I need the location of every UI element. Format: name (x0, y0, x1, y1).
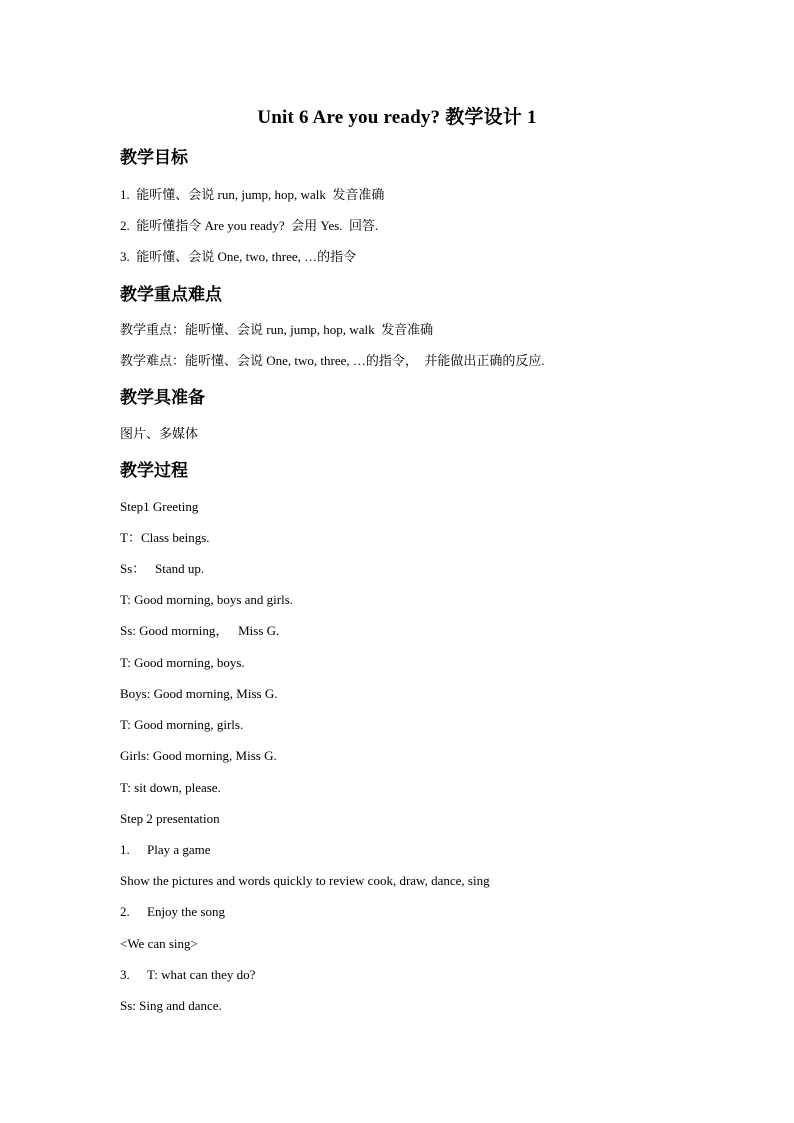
heading-process: 教学过程 (120, 461, 188, 481)
objective-item-3: 3. 能听懂、会说 One, two, three, …的指令 (120, 249, 357, 264)
process-line: Step1 Greeting (120, 499, 199, 514)
key-point-item-2: 教学难点：能听懂、会说 One, two, three, …的指令， 并能做出正确的反应. (120, 353, 545, 368)
process-line: T: Good morning, girls. (120, 717, 244, 732)
process-line: T: Good morning, boys and girls. (120, 592, 294, 607)
process-line: Step 2 presentation (120, 811, 220, 826)
heading-objectives: 教学目标 (120, 148, 188, 168)
process-line: Girls: Good morning, Miss G. (120, 748, 277, 763)
item-number: 1. (120, 842, 130, 857)
item-text: T: what can they do? (147, 967, 256, 982)
process-line: Ss: Sing and dance. (120, 998, 222, 1013)
heading-key-points: 教学重点难点 (120, 285, 222, 305)
process-line: Boys: Good morning, Miss G. (120, 686, 278, 701)
document-title: Unit 6 Are you ready? 教学设计 1 (257, 107, 537, 128)
process-line: <We can sing> (120, 936, 198, 951)
process-line: Show the pictures and words quickly to review cook, draw, dance, sing (120, 873, 490, 888)
item-text: Enjoy the song (147, 904, 225, 919)
process-line: Ss： Stand up. (120, 561, 205, 576)
numbered-item (120, 902, 225, 922)
objective-item-2: 2. 能听懂指令 Are you ready? 会用 Yes. 回答. (120, 218, 379, 233)
process-line: T: Good morning, boys. (120, 655, 245, 670)
process-line: T：Class beings. (120, 530, 210, 545)
process-line: Ss: Good morning， Miss G. (120, 623, 280, 638)
item-text: Play a game (147, 842, 211, 857)
item-number: 3. (120, 967, 130, 982)
process-line: T: sit down, please. (120, 780, 221, 795)
materials-item-1: 图片、多媒体 (120, 426, 199, 441)
item-number: 2. (120, 904, 130, 919)
heading-materials: 教学具准备 (120, 388, 205, 408)
numbered-item (120, 840, 211, 860)
objective-item-1: 1. 能听懂、会说 run, jump, hop, walk 发音准确 (120, 187, 385, 202)
key-point-item-1: 教学重点：能听懂、会说 run, jump, hop, walk 发音准确 (120, 322, 434, 337)
numbered-item (120, 965, 255, 985)
